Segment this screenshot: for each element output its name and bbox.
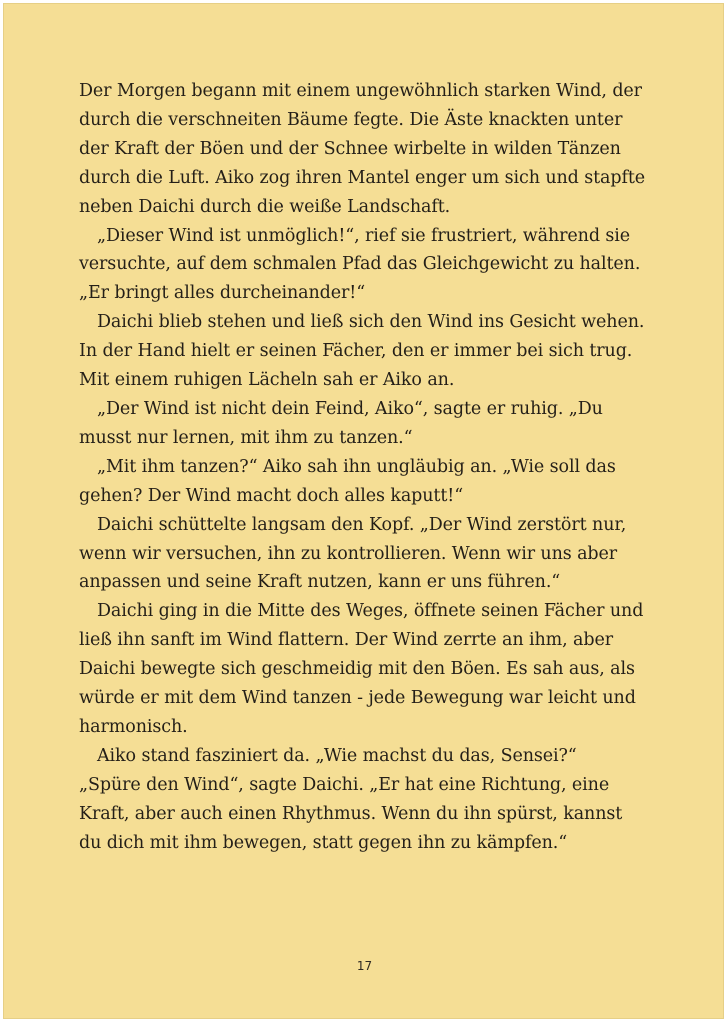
text-line: „Der Wind ist nicht dein Feind, Aiko“, sagte er ruhig. „Du: [97, 398, 603, 419]
text-line: versuchte, auf dem schmalen Pfad das Gleichgewicht zu halten.: [79, 254, 641, 275]
text-line: Daichi bewegte sich geschmeidig mit den Böen. Es sah aus, als: [79, 659, 635, 680]
paragraph: [79, 511, 659, 598]
page-number: 17: [356, 959, 373, 973]
text-line: Daichi schüttelte langsam den Kopf. „Der Wind zerstört nur,: [97, 514, 627, 535]
text-line: du dich mit ihm bewegen, statt gegen ihn zu kämpfen.“: [79, 832, 568, 853]
text-line: Aiko stand fasziniert da. „Wie machst du das, Sensei?“: [97, 745, 577, 766]
text-line: Mit einem ruhigen Lächeln sah er Aiko an.: [79, 370, 455, 391]
text-line: der Kraft der Böen und der Schnee wirbelte in wilden Tänzen: [79, 138, 621, 159]
text-line: würde er mit dem Wind tanzen - jede Bewegung war leicht und: [79, 688, 636, 709]
text-line: durch die Luft. Aiko zog ihren Mantel enger um sich und stapfte: [79, 167, 646, 188]
text-line: neben Daichi durch die weiße Landschaft.: [79, 196, 451, 217]
text-line: „Dieser Wind ist unmöglich!“, rief sie frustriert, während sie: [97, 225, 631, 246]
book-page: [3, 3, 724, 1019]
text-line: Der Morgen begann mit einem ungewöhnlich starken Wind, der: [79, 81, 642, 101]
text-line: harmonisch.: [79, 716, 188, 737]
paragraph: [79, 308, 659, 395]
text-line: anpassen und seine Kraft nutzen, kann er uns führen.“: [79, 572, 561, 593]
paragraph: [79, 395, 659, 453]
text-line: ließ ihn sanft im Wind flattern. Der Wind zerrte an ihm, aber: [79, 630, 614, 651]
text-line: Kraft, aber auch einen Rhythmus. Wenn du ihn spürst, kannst: [79, 803, 623, 824]
paragraph: [79, 597, 659, 742]
text-line: „Mit ihm tanzen?“ Aiko sah ihn ungläubig an. „Wie soll das: [97, 456, 616, 477]
text-line: „Er bringt alles durcheinander!“: [79, 283, 366, 304]
text-line: „Spüre den Wind“, sagte Daichi. „Er hat eine Richtung, eine: [79, 774, 610, 795]
page-text: [79, 77, 659, 857]
text-line: durch die verschneiten Bäume fegte. Die Äste knackten unter: [79, 109, 623, 130]
text-line: wenn wir versuchen, ihn zu kontrollieren. Wenn wir uns aber: [79, 543, 618, 564]
text-line: gehen? Der Wind macht doch alles kaputt!“: [79, 485, 464, 506]
paragraph: [79, 742, 659, 771]
text-line: In der Hand hielt er seinen Fächer, den er immer bei sich trug.: [79, 341, 633, 362]
paragraph: [79, 453, 659, 511]
paragraph: [79, 77, 659, 222]
text-line: Daichi blieb stehen und ließ sich den Wind ins Gesicht wehen.: [97, 312, 645, 333]
paragraph: [79, 222, 659, 309]
paragraph: [79, 771, 659, 858]
text-line: musst nur lernen, mit ihm zu tanzen.“: [79, 427, 413, 448]
text-line: Daichi ging in die Mitte des Weges, öffnete seinen Fächer und: [97, 601, 644, 622]
